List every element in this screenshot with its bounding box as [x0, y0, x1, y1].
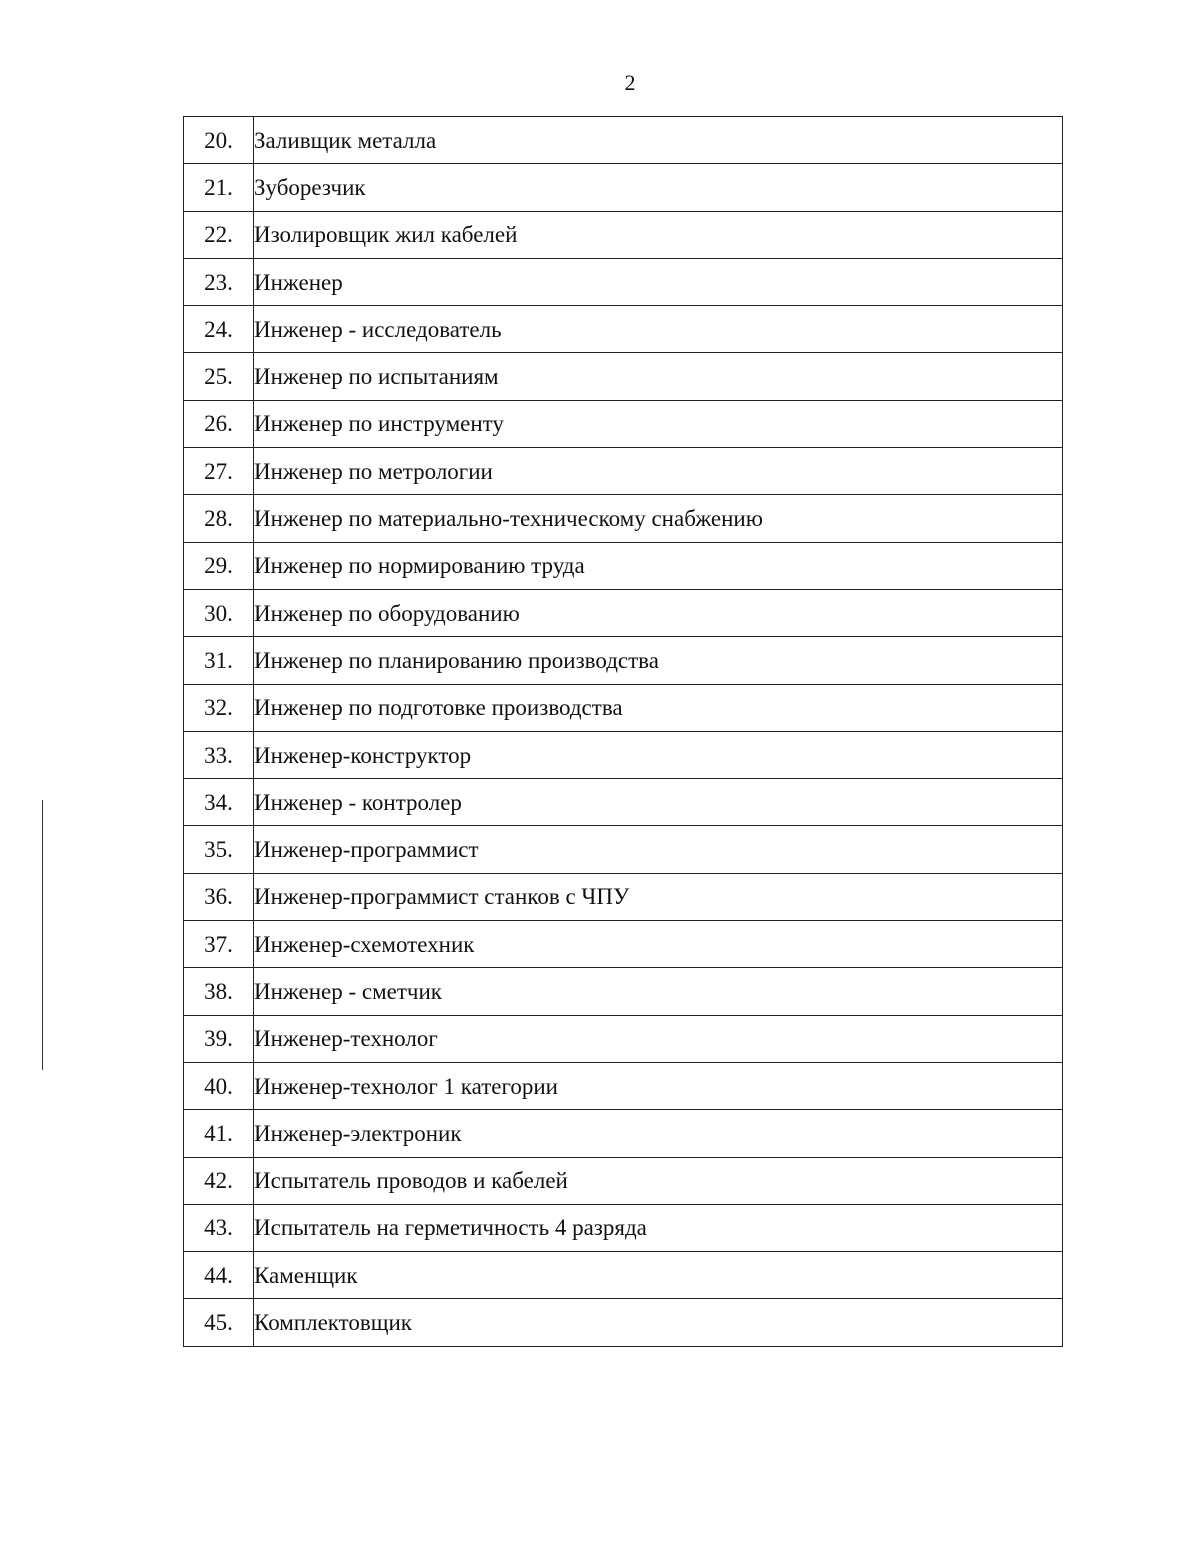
profession-name: Зуборезчик — [254, 164, 1063, 211]
row-number: 20. — [184, 117, 254, 164]
profession-table — [183, 116, 1063, 1347]
row-number: 41. — [184, 1110, 254, 1157]
profession-name: Инженер по оборудованию — [254, 589, 1063, 636]
profession-name: Инженер по нормированию труда — [254, 542, 1063, 589]
table-row — [184, 873, 1063, 920]
profession-name: Инженер — [254, 258, 1063, 305]
table-row — [184, 495, 1063, 542]
row-number: 42. — [184, 1157, 254, 1204]
profession-name: Инженер-программист станков с ЧПУ — [254, 873, 1063, 920]
row-number: 28. — [184, 495, 254, 542]
table-row — [184, 921, 1063, 968]
row-number: 43. — [184, 1204, 254, 1251]
profession-name: Инженер - сметчик — [254, 968, 1063, 1015]
table-row — [184, 637, 1063, 684]
profession-name: Инженер-электроник — [254, 1110, 1063, 1157]
profession-name: Инженер по испытаниям — [254, 353, 1063, 400]
table-row — [184, 731, 1063, 778]
table-row — [184, 258, 1063, 305]
row-number: 23. — [184, 258, 254, 305]
table-row — [184, 164, 1063, 211]
table-row — [184, 1110, 1063, 1157]
row-number: 33. — [184, 731, 254, 778]
table-row — [184, 968, 1063, 1015]
table-row — [184, 448, 1063, 495]
profession-name: Каменщик — [254, 1252, 1063, 1299]
row-number: 39. — [184, 1015, 254, 1062]
row-number: 38. — [184, 968, 254, 1015]
table-row — [184, 353, 1063, 400]
profession-name: Испытатель проводов и кабелей — [254, 1157, 1063, 1204]
profession-name: Инженер-конструктор — [254, 731, 1063, 778]
table-row — [184, 1252, 1063, 1299]
table-row — [184, 1062, 1063, 1109]
profession-name: Инженер по материально-техническому снабжению — [254, 495, 1063, 542]
table-row — [184, 542, 1063, 589]
table-row — [184, 1157, 1063, 1204]
profession-name: Комплектовщик — [254, 1299, 1063, 1346]
profession-name: Инженер по инструменту — [254, 400, 1063, 447]
page-number: 2 — [624, 70, 636, 95]
profession-name: Инженер - контролер — [254, 779, 1063, 826]
table-row — [184, 400, 1063, 447]
table-row — [184, 1015, 1063, 1062]
row-number: 27. — [184, 448, 254, 495]
row-number: 22. — [184, 211, 254, 258]
row-number: 44. — [184, 1252, 254, 1299]
table-row — [184, 826, 1063, 873]
table-row — [184, 306, 1063, 353]
row-number: 36. — [184, 873, 254, 920]
profession-name: Инженер-программист — [254, 826, 1063, 873]
row-number: 35. — [184, 826, 254, 873]
row-number: 37. — [184, 921, 254, 968]
profession-name: Заливщик металла — [254, 117, 1063, 164]
profession-name: Инженер-технолог 1 категории — [254, 1062, 1063, 1109]
row-number: 31. — [184, 637, 254, 684]
table-row — [184, 1204, 1063, 1251]
profession-name: Инженер по подготовке производства — [254, 684, 1063, 731]
row-number: 29. — [184, 542, 254, 589]
row-number: 26. — [184, 400, 254, 447]
row-number: 24. — [184, 306, 254, 353]
profession-name: Изолировщик жил кабелей — [254, 211, 1063, 258]
profession-name: Инженер-технолог — [254, 1015, 1063, 1062]
profession-name: Испытатель на герметичность 4 разряда — [254, 1204, 1063, 1251]
profession-name: Инженер по планированию производства — [254, 637, 1063, 684]
profession-name: Инженер-схемотехник — [254, 921, 1063, 968]
profession-name: Инженер - исследователь — [254, 306, 1063, 353]
table-row — [184, 211, 1063, 258]
table-row — [184, 589, 1063, 636]
table-row — [184, 684, 1063, 731]
row-number: 30. — [184, 589, 254, 636]
row-number: 45. — [184, 1299, 254, 1346]
profession-name: Инженер по метрологии — [254, 448, 1063, 495]
row-number: 21. — [184, 164, 254, 211]
table-row — [184, 117, 1063, 164]
row-number: 25. — [184, 353, 254, 400]
row-number: 34. — [184, 779, 254, 826]
margin-mark — [42, 800, 43, 1070]
table-row — [184, 779, 1063, 826]
row-number: 40. — [184, 1062, 254, 1109]
table-row — [184, 1299, 1063, 1346]
profession-table-body — [184, 117, 1063, 1347]
row-number: 32. — [184, 684, 254, 731]
